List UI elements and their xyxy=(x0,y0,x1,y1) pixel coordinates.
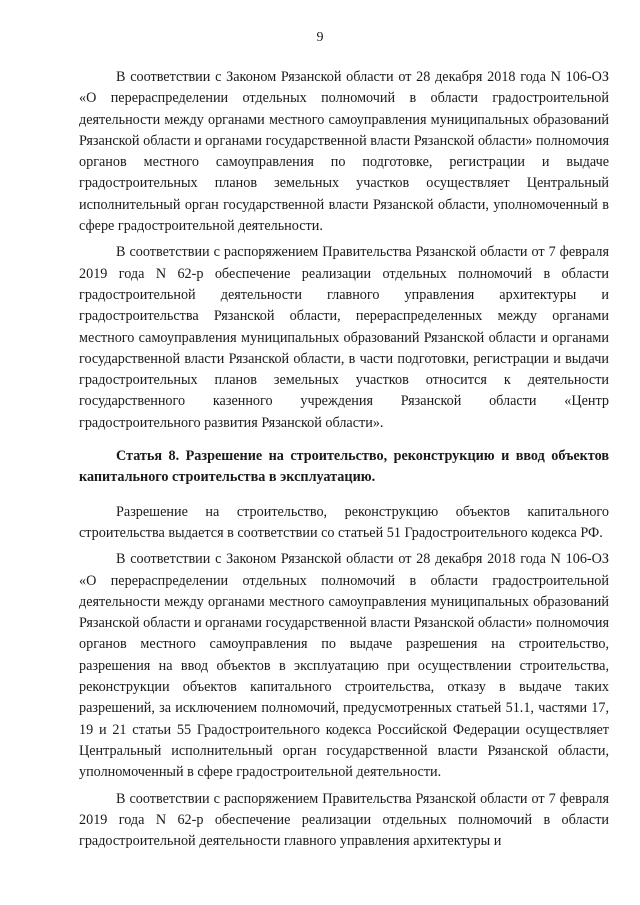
article-8-heading: Статья 8. Разрешение на строительство, реконструкцию и ввод объектов капитального строительства в эксплуатацию. xyxy=(79,448,609,486)
document-body xyxy=(79,67,609,852)
paragraph-permit-issuance: Разрешение на строительство, реконструкцию объектов капитального строительства выдается в соответствии со статьей 51 Градостроительного кодекса РФ. xyxy=(79,503,609,541)
paragraph-order-62-r-permits: В соответствии с распоряжением Правительства Рязанской области от 7 февраля 2019 года N 62-р обеспечение реализации отдельных полномочий в области градостроительной деятельности главного управления архитектуры и xyxy=(79,790,609,850)
page-number: 9 xyxy=(316,30,324,45)
paragraph-order-62-r-plans: В соответствии с распоряжением Правительства Рязанской области от 7 февраля 2019 года N 62-р обеспечение реализации отдельных полномочий в области градостроительной деятельности главного управления архитектуры и градостроительства Рязанской области, перераспределенных между органами местного самоуправления муниципальных образований Рязанской области и органами государственной власти Рязанской области, в части подготовки, регистрации и выдачи градостроительных планов земельных участков относится к деятельности государственного казенного учреждения Рязанской области «Центр градостроительного развития Рязанской области». xyxy=(79,244,609,431)
paragraph-law-106-oz-plans: В соответствии с Законом Рязанской области от 28 декабря 2018 года N 106-ОЗ «О перераспределении отдельных полномочий в области градостроительной деятельности между органами местного самоуправления муниципальных образований Рязанской области и органами государственной власти Рязанской области» полномочия органов местного самоуправления по подготовке, регистрации и выдаче градостроительных планов земельных участков осуществляет Центральный исполнительный орган государственной власти Рязанской области, уполномоченный в сфере градостроительной деятельности. xyxy=(79,69,609,235)
paragraph-law-106-oz-permits: В соответствии с Законом Рязанской области от 28 декабря 2018 года N 106-ОЗ «О перераспределении отдельных полномочий в области градостроительной деятельности между органами местного самоуправления муниципальных образований Рязанской области и органами государственной власти Рязанской области» полномочия органов местного самоуправления по выдаче разрешения на строительство, разрешения на ввод объектов в эксплуатацию при осуществлении строительства, реконструкции объектов капитального строительства, отказу в выдаче таких разрешений, за исключением полномочий, предусмотренных статьей 51.1, частями 17, 19 и 21 статьи 55 Градостроительного кодекса Российской Федерации осуществляет Центральный исполнительный орган государственной власти Рязанской области, уполномоченный в сфере градостроительной деятельности. xyxy=(79,551,609,781)
